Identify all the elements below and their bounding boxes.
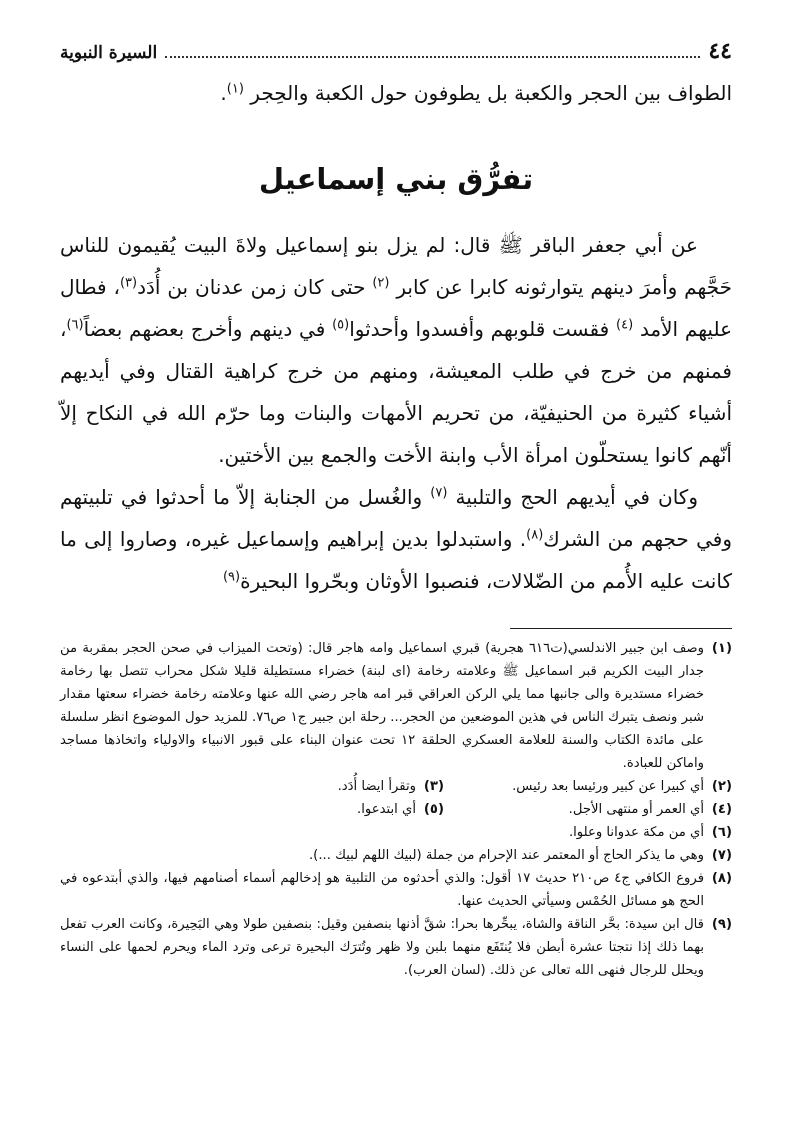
footnote-text: فروع الكافي ج٤ ص٢١٠ حديث ١٧ أقول: والذي أحدثوه من التلبية هو إدخالهم أسماء أصنامهم فيها، والذي أبتدعوه في الحج هو مسائل الحُمْس وسيأتي الحديث عنها.: [60, 871, 705, 909]
footnotes: [60, 637, 732, 982]
main-text: [60, 72, 732, 602]
footnote-number: (٢): [711, 779, 732, 794]
footnote-text: أي كبيرا عن كبير ورئيسا بعد رئيس.: [512, 779, 704, 794]
paragraph-text: . واستبدلوا بدين إبراهيم وإسماعيل غيره، وصاروا إلى ما كانت عليه الأُمم من الضّلالات، فنصبوا الأوثان وبحّروا البحيرة: [60, 527, 732, 593]
footnote-5: [357, 798, 444, 821]
footnote-text: وصف ابن جبير الاندلسي(ت٦١٦ هجرية) قبري اسماعيل وامه هاجر قال: (وتحت الميزاب في صحن الحجر بمقربة من جدار البيت الكريم قبر اسماعيل ﷺ وعلامته رخامة (اى لبنة) خضراء مستطيلة قليلا شكل محراب تتصل بها رخامة خضراء مستديرة والى جانبها مما يلي الركن العراقي قبر امه هاجر رضي الله عنها وعلامته رخامة خضراء سعتها مقدار شبر ونصف يتبرك الناس في هذين الموضعين من الحجر... رحلة ابن جبير ج١ ص٧٦. للمزيد حول الموضوع انظر سلسلة على مائدة الكتاب والسنة للعلامة العسكري الحلقة ١٢ تحت عنوان البناء على قبور الانبياء والاولياء واتخاذها مساجد واماكن للعبادة.: [60, 641, 705, 771]
paragraph-text: فقست قلوبهم وأفسدوا وأحدثوا: [349, 317, 616, 341]
page-header: [60, 38, 732, 72]
footnote-ref: (٢): [372, 275, 390, 291]
footnote-ref: (٤): [616, 317, 634, 333]
footnote-number: (١): [711, 641, 732, 656]
footnote-7: [60, 844, 732, 867]
footnote-ref: (٦): [66, 317, 84, 333]
footnote-ref: (٥): [332, 317, 350, 333]
footnote-1: [60, 637, 732, 775]
footnote-text: وتقرأ ايضا أُدَد.: [337, 779, 416, 794]
footnote-text: أي ابتدعوا.: [357, 802, 416, 817]
footnote-pair: [60, 798, 732, 821]
footnote-8: [60, 867, 732, 913]
paragraph-text: والغُسل من الجنابة إلاّ ما أحدثوا في تلبيتهم وفي حجهم من الشرك: [60, 485, 732, 551]
footnote-text: قال ابن سيدة: بحَّر الناقة والشاة، يبحِّرها بحرا: شقَّ أذنها بنصفين وقيل: بنصفين طولا وهي البَحِيرة، وكانت العرب تفعل بهما ذلك إذا نتجتا عشرة أبطن فلا يُنتَفَع منهما بلبن ولا ظهر وتُترَك البحيرة ترعى وترد الماء ويحرم لحمها على النساء ويحلل للرجال فنهى الله تعالى عن ذلك. (لسان العرب).: [60, 917, 704, 978]
paragraph-text: وكان في أيديهم الحج والتلبية: [455, 485, 698, 509]
footnote-4: [444, 798, 732, 821]
section-title: تفرُّق بني إسماعيل: [258, 162, 534, 196]
paragraph-text: حتى كان زمن عدنان بن أُدَد: [137, 275, 373, 299]
paragraph-text: ، فمنهم من خرج في طلب المعيشة، ومنهم من خرج كراهية القتال وفي أيديهم أشياء كثيرة من الحنيفيّة، من تحريم الأمهات والبنات وما حرّم الله في النكاح إلاّ أنّهم كانوا يستحلّون امرأة الأب وابنة الأخت والجمع بين الأختين.: [60, 317, 732, 467]
footnote-ref: (٣): [119, 275, 138, 291]
footnote-text: أي العمر أو منتهى الأجل.: [568, 802, 704, 817]
footnote-9: [60, 913, 732, 982]
paragraph-text: ، فطال عليهم الأمد: [60, 275, 733, 341]
paragraph-text: في دينهم وأخرج بعضهم بعضاً: [83, 317, 333, 341]
footnote-number: (٩): [711, 917, 732, 932]
footnote-6: [60, 821, 732, 844]
intro-line: الطواف بين الحجر والكعبة بل يطوفون حول الكعبة والحِجر $^{(١)}$.: [220, 81, 732, 105]
book-page: [60, 38, 732, 982]
paragraph-2: [60, 476, 732, 602]
footnote-2: [444, 775, 732, 798]
footnote-text: وهي ما يذكر الحاج أو المعتمر عند الإحرام من جملة (لبيك اللهم لبيك ...).: [308, 848, 704, 863]
footnote-3: [338, 775, 444, 798]
footnote-ref: (٩): [222, 569, 241, 585]
footnote-number: (٥): [423, 802, 444, 817]
footnote-number: (٦): [711, 825, 732, 840]
footnote-ref: (٧): [430, 485, 448, 501]
paragraph-1: [60, 224, 732, 476]
footnote-number: (٣): [423, 779, 444, 794]
footnote-separator: [510, 628, 732, 629]
footnote-number: (٨): [711, 871, 733, 886]
paragraph-text: عن أبي جعفر الباقر ﷺ قال: لم يزل بنو إسماعيل ولاةَ البيت يُقيمون للناس حَجَّهم وأمرَ دينهم يتوارثونه كابرا عن كابر: [60, 233, 732, 299]
footnote-ref: (١): [226, 81, 244, 97]
footnote-ref: (٨): [526, 527, 544, 543]
header-leader-dots: [165, 56, 700, 58]
footnote-number: (٧): [711, 848, 732, 863]
page-number: ٤٤: [708, 38, 732, 64]
running-title: السيرة النبوية: [60, 43, 158, 63]
footnote-number: (٤): [711, 802, 732, 817]
footnote-pair: [60, 775, 732, 798]
intro-line-text: الطواف بين الحجر والكعبة بل يطوفون حول الكعبة والحِجر: [250, 81, 732, 105]
footnote-text: أي من مكة عدوانا وعلوا.: [568, 825, 704, 840]
